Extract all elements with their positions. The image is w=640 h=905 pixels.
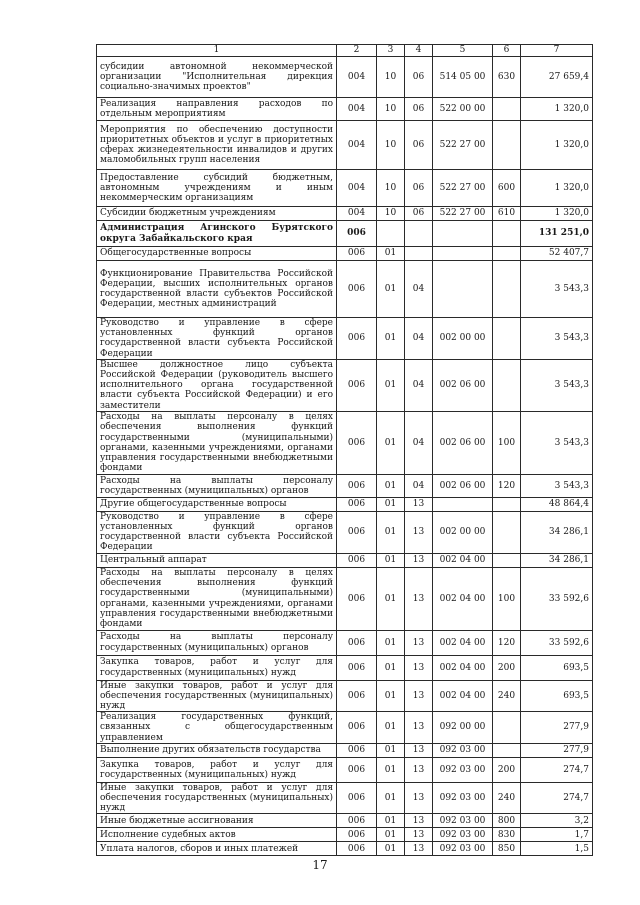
row-target-article-code [433,261,493,318]
row-ved-code: 006 [337,474,377,497]
row-subsection-code: 06 [405,170,433,207]
table-row [97,782,593,814]
row-expense-type-code [493,359,521,411]
row-ved-code: 004 [337,121,377,170]
row-target-article-code: 002 04 00 [433,567,493,630]
row-section-code: 01 [377,757,405,782]
row-target-article-code: 002 00 00 [433,318,493,360]
row-ved-code: 004 [337,207,377,221]
row-section-code: 01 [377,712,405,744]
table-row [97,655,593,680]
row-section-code: 01 [377,655,405,680]
row-amount: 3 543,3 [521,411,593,474]
row-section-code: 10 [377,170,405,207]
row-subsection-code: 13 [405,511,433,553]
row-amount: 34 286,1 [521,553,593,567]
row-amount: 3 543,3 [521,318,593,360]
row-section-code: 01 [377,497,405,511]
row-subsection-code: 13 [405,842,433,856]
row-section-code: 01 [377,567,405,630]
row-section-code: 01 [377,511,405,553]
row-name: Другие общегосударственные вопросы [97,497,337,511]
row-ved-code: 006 [337,782,377,814]
row-target-article-code: 522 27 00 [433,121,493,170]
row-expense-type-code: 240 [493,782,521,814]
row-name: Иные закупки товаров, работ и услуг для обеспечения государственных (муниципальных) нужд [97,782,337,814]
row-subsection-code: 06 [405,98,433,121]
row-ved-code: 006 [337,359,377,411]
row-section-code: 10 [377,121,405,170]
table-row [97,98,593,121]
row-expense-type-code: 120 [493,474,521,497]
row-amount: 3 543,3 [521,474,593,497]
row-ved-code: 006 [337,630,377,655]
table-row [97,221,593,247]
row-section-code: 01 [377,474,405,497]
row-target-article-code: 092 03 00 [433,782,493,814]
row-expense-type-code [493,247,521,261]
row-section-code: 01 [377,680,405,712]
row-ved-code: 006 [337,511,377,553]
row-target-article-code [433,497,493,511]
row-target-article-code: 092 03 00 [433,814,493,828]
row-subsection-code: 06 [405,207,433,221]
row-target-article-code: 002 06 00 [433,411,493,474]
row-ved-code: 006 [337,655,377,680]
row-subsection-code: 06 [405,121,433,170]
row-name: Расходы на выплаты персоналу государственных (муниципальных) органов [97,474,337,497]
row-amount: 48 864,4 [521,497,593,511]
row-target-article-code: 002 04 00 [433,655,493,680]
table-row [97,121,593,170]
row-name: Реализация государственных функций, связанных с общегосударственным управлением [97,712,337,744]
column-number: 3 [377,45,405,57]
row-expense-type-code: 850 [493,842,521,856]
row-section-code: 10 [377,207,405,221]
row-expense-type-code: 600 [493,170,521,207]
row-target-article-code: 522 00 00 [433,98,493,121]
row-amount: 34 286,1 [521,511,593,553]
row-subsection-code: 13 [405,553,433,567]
row-ved-code: 006 [337,743,377,757]
row-section-code: 01 [377,261,405,318]
row-ved-code: 006 [337,680,377,712]
row-ved-code: 006 [337,757,377,782]
row-name: Исполнение судебных актов [97,828,337,842]
table-row [97,359,593,411]
table-row [97,511,593,553]
row-subsection-code: 06 [405,57,433,98]
row-target-article-code: 522 27 00 [433,207,493,221]
row-name: Расходы на выплаты персоналу государственных (муниципальных) органов [97,630,337,655]
table-row [97,497,593,511]
row-name: Субсидии бюджетным учреждениям [97,207,337,221]
row-amount: 1 320,0 [521,121,593,170]
page-number: 17 [312,858,328,872]
row-target-article-code: 092 00 00 [433,712,493,744]
row-target-article-code: 092 03 00 [433,757,493,782]
row-target-article-code: 002 00 00 [433,511,493,553]
row-expense-type-code [493,743,521,757]
row-name: Руководство и управление в сфере установленных функций органов государственной власти субъекта Российской Федерации [97,318,337,360]
table-row [97,207,593,221]
row-name: Реализация направления расходов по отдельным мероприятиям [97,98,337,121]
row-name: субсидии автономной некоммерческой организации "Исполнительная дирекция социально-значимых проектов" [97,57,337,98]
row-expense-type-code: 100 [493,411,521,474]
row-amount: 33 592,6 [521,567,593,630]
row-subsection-code: 04 [405,359,433,411]
row-name: Администрация Агинского Бурятского округа Забайкальского края [97,221,337,247]
row-name: Уплата налогов, сборов и иных платежей [97,842,337,856]
table-row [97,57,593,98]
row-amount: 3,2 [521,814,593,828]
row-subsection-code: 13 [405,712,433,744]
table-row [97,247,593,261]
row-section-code: 01 [377,842,405,856]
row-expense-type-code [493,121,521,170]
column-number: 2 [337,45,377,57]
table-row [97,318,593,360]
row-expense-type-code: 240 [493,680,521,712]
row-target-article-code: 092 03 00 [433,743,493,757]
row-section-code: 01 [377,318,405,360]
row-expense-type-code: 630 [493,57,521,98]
row-name: Руководство и управление в сфере установленных функций органов государственной власти субъекта Российской Федерации [97,511,337,553]
row-expense-type-code [493,553,521,567]
row-amount: 277,9 [521,743,593,757]
table-row [97,567,593,630]
table-row [97,553,593,567]
row-amount: 274,7 [521,757,593,782]
table-row [97,261,593,318]
row-subsection-code: 13 [405,743,433,757]
row-expense-type-code: 200 [493,655,521,680]
column-number: 1 [97,45,337,57]
row-target-article-code: 514 05 00 [433,57,493,98]
row-amount: 1 320,0 [521,98,593,121]
row-name: Иные закупки товаров, работ и услуг для обеспечения государственных (муниципальных) нужд [97,680,337,712]
row-ved-code: 006 [337,553,377,567]
table-row [97,828,593,842]
column-number-row [97,45,593,57]
row-amount: 1 320,0 [521,207,593,221]
row-section-code: 01 [377,828,405,842]
row-target-article-code [433,221,493,247]
row-expense-type-code [493,712,521,744]
column-number: 7 [521,45,593,57]
table-row [97,842,593,856]
row-subsection-code: 13 [405,497,433,511]
table-row [97,814,593,828]
row-target-article-code: 002 04 00 [433,680,493,712]
row-subsection-code: 13 [405,630,433,655]
row-name: Общегосударственные вопросы [97,247,337,261]
row-ved-code: 006 [337,247,377,261]
row-subsection-code: 13 [405,655,433,680]
row-expense-type-code [493,261,521,318]
row-expense-type-code: 100 [493,567,521,630]
row-subsection-code [405,247,433,261]
row-expense-type-code: 120 [493,630,521,655]
row-section-code: 01 [377,359,405,411]
table-row [97,680,593,712]
row-subsection-code: 04 [405,261,433,318]
row-amount: 1,5 [521,842,593,856]
row-name: Закупка товаров, работ и услуг для государственных (муниципальных) нужд [97,757,337,782]
row-ved-code: 006 [337,842,377,856]
row-ved-code: 004 [337,57,377,98]
table-row [97,743,593,757]
table-row [97,630,593,655]
budget-table [96,44,593,856]
row-subsection-code: 13 [405,680,433,712]
column-number: 5 [433,45,493,57]
row-ved-code: 006 [337,567,377,630]
row-expense-type-code [493,497,521,511]
row-ved-code: 006 [337,261,377,318]
row-section-code: 01 [377,782,405,814]
row-subsection-code: 13 [405,828,433,842]
row-expense-type-code [493,318,521,360]
row-name: Иные бюджетные ассигнования [97,814,337,828]
row-name: Расходы на выплаты персоналу в целях обеспечения выполнения функций государственными (муниципальными) органами, казенными учреждениями, органами управления государственными внебюджетными фондами [97,567,337,630]
row-name: Предоставление субсидий бюджетным, автономным учреждениям и иным некоммерческим организациям [97,170,337,207]
row-name: Центральный аппарат [97,553,337,567]
row-ved-code: 006 [337,318,377,360]
row-amount: 52 407,7 [521,247,593,261]
row-section-code: 10 [377,98,405,121]
row-section-code: 01 [377,630,405,655]
row-amount: 693,5 [521,655,593,680]
row-amount: 27 659,4 [521,57,593,98]
row-amount: 3 543,3 [521,261,593,318]
row-subsection-code: 04 [405,411,433,474]
row-target-article-code: 002 06 00 [433,474,493,497]
row-name: Функционирование Правительства Российской Федерации, высших исполнительных органов государственной власти субъектов Российской Федерации, местных администраций [97,261,337,318]
row-name: Высшее должностное лицо субъекта Российской Федерации (руководитель высшего исполнительного органа государственной власти субъекта Российской Федерации) и его заместители [97,359,337,411]
row-amount: 131 251,0 [521,221,593,247]
table-row [97,411,593,474]
row-target-article-code: 092 03 00 [433,842,493,856]
row-amount: 3 543,3 [521,359,593,411]
row-expense-type-code [493,511,521,553]
table-row [97,170,593,207]
row-ved-code: 004 [337,170,377,207]
row-expense-type-code: 610 [493,207,521,221]
row-subsection-code: 04 [405,474,433,497]
row-section-code: 01 [377,247,405,261]
row-ved-code: 006 [337,814,377,828]
row-section-code: 10 [377,57,405,98]
row-name: Расходы на выплаты персоналу в целях обеспечения выполнения функций государственными (муниципальными) органами, казенными учреждениями, органами управления государственными внебюджетными фондами [97,411,337,474]
row-amount: 277,9 [521,712,593,744]
row-subsection-code: 13 [405,782,433,814]
row-ved-code: 006 [337,712,377,744]
row-name: Мероприятия по обеспечению доступности приоритетных объектов и услуг в приоритетных сферах жизнедеятельности инвалидов и других маломобильных групп населения [97,121,337,170]
row-expense-type-code: 200 [493,757,521,782]
row-name: Закупка товаров, работ и услуг для государственных (муниципальных) нужд [97,655,337,680]
budget-table-container [96,44,592,856]
row-expense-type-code [493,98,521,121]
row-section-code: 01 [377,411,405,474]
row-target-article-code [433,247,493,261]
row-subsection-code: 13 [405,814,433,828]
row-target-article-code: 002 04 00 [433,630,493,655]
row-section-code: 01 [377,814,405,828]
row-target-article-code: 092 03 00 [433,828,493,842]
row-subsection-code: 04 [405,318,433,360]
table-row [97,474,593,497]
row-expense-type-code: 800 [493,814,521,828]
row-ved-code: 004 [337,98,377,121]
row-amount: 1,7 [521,828,593,842]
row-name: Выполнение других обязательств государства [97,743,337,757]
row-ved-code: 006 [337,828,377,842]
row-target-article-code: 522 27 00 [433,170,493,207]
table-row [97,712,593,744]
row-section-code: 01 [377,743,405,757]
row-target-article-code: 002 06 00 [433,359,493,411]
row-ved-code: 006 [337,411,377,474]
row-amount: 693,5 [521,680,593,712]
table-row [97,757,593,782]
row-amount: 274,7 [521,782,593,814]
row-subsection-code [405,221,433,247]
row-ved-code: 006 [337,497,377,511]
table-body [97,45,593,856]
column-number: 4 [405,45,433,57]
column-number: 6 [493,45,521,57]
row-ved-code: 006 [337,221,377,247]
row-expense-type-code: 830 [493,828,521,842]
row-subsection-code: 13 [405,757,433,782]
row-target-article-code: 002 04 00 [433,553,493,567]
row-section-code: 01 [377,553,405,567]
row-expense-type-code [493,221,521,247]
row-section-code [377,221,405,247]
row-amount: 1 320,0 [521,170,593,207]
row-subsection-code: 13 [405,567,433,630]
row-amount: 33 592,6 [521,630,593,655]
